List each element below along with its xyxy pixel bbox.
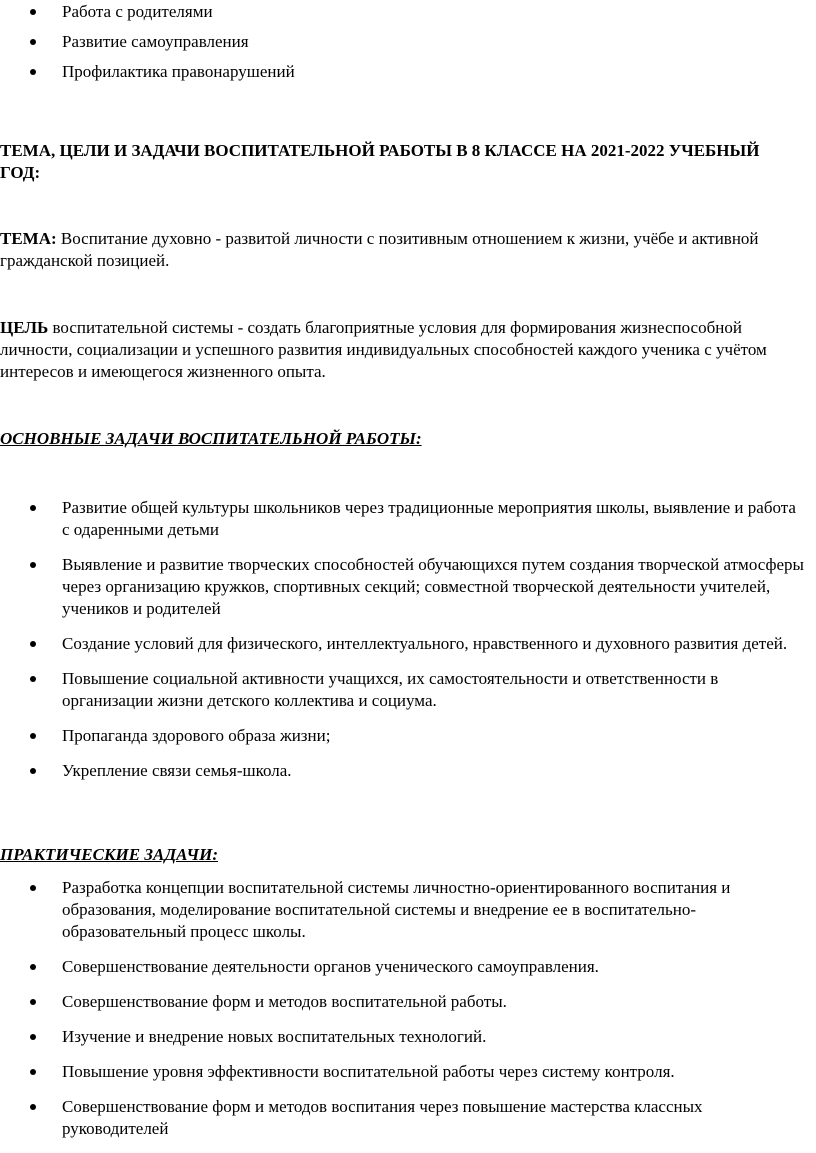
list-item-text: Профилактика правонарушений	[62, 62, 295, 81]
bullet-icon	[30, 69, 36, 75]
list-item-text: Пропаганда здорового образа жизни;	[62, 726, 331, 745]
list-item-text: Работа с родителями	[62, 2, 213, 21]
list-item	[0, 1061, 816, 1083]
goal-paragraph	[0, 317, 806, 383]
list-item	[0, 1096, 816, 1140]
list-item	[0, 668, 816, 712]
practical-tasks-heading: ПРАКТИЧЕСКИЕ ЗАДАЧИ:	[0, 845, 219, 864]
list-item-text: Совершенствование форм и методов воспитательной работы.	[62, 992, 507, 1011]
list-item	[0, 633, 816, 655]
list-item	[0, 725, 816, 747]
list-item	[0, 1, 816, 23]
list-item	[0, 991, 816, 1013]
list-item-text: Укрепление связи семья-школа.	[62, 761, 292, 780]
list-item	[0, 760, 816, 782]
list-item	[0, 554, 816, 620]
list-item	[0, 877, 816, 943]
tasks-heading: ОСНОВНЫЕ ЗАДАЧИ ВОСПИТАТЕЛЬНОЙ РАБОТЫ:	[0, 429, 422, 448]
bullet-icon	[30, 562, 36, 568]
practical-tasks-bullet-list	[0, 877, 816, 1153]
list-item-text: Развитие самоуправления	[62, 32, 249, 51]
list-item	[0, 61, 816, 83]
list-item-text: Повышение социальной активности учащихся, их самостоятельности и ответственности в организации жизни детского коллектива и социума.	[62, 669, 719, 710]
list-item	[0, 1026, 816, 1048]
top-bullet-list	[0, 1, 816, 91]
bullet-icon	[30, 733, 36, 739]
bullet-icon	[30, 1104, 36, 1110]
list-item-text: Развитие общей культуры школьников через традиционные мероприятия школы, выявление и работа с одаренными детьми	[62, 498, 796, 539]
tasks-bullet-list	[0, 497, 816, 795]
list-item	[0, 31, 816, 53]
list-item-text: Разработка концепции воспитательной системы личностно-ориентированного воспитания и образования, моделирование воспитательной системы и внедрение ее в воспитательно-образовательный процесс школы.	[62, 878, 731, 941]
list-item-text: Повышение уровня эффективности воспитательной работы через систему контроля.	[62, 1062, 675, 1081]
bullet-icon	[30, 768, 36, 774]
bullet-icon	[30, 1034, 36, 1040]
bullet-icon	[30, 505, 36, 511]
list-item-text: Совершенствование деятельности органов ученического самоуправления.	[62, 957, 599, 976]
bullet-icon	[30, 676, 36, 682]
list-item	[0, 497, 816, 541]
list-item-text: Создание условий для физического, интеллектуального, нравственного и духовного развития детей.	[62, 634, 788, 653]
main-heading: ТЕМА, ЦЕЛИ И ЗАДАЧИ ВОСПИТАТЕЛЬНОЙ РАБОТЫ В 8 КЛАССЕ НА 2021-2022 УЧЕБНЫЙ ГОД:	[0, 141, 760, 182]
theme-label: ТЕМА:	[0, 229, 57, 248]
list-item	[0, 956, 816, 978]
goal-label: ЦЕЛЬ	[0, 318, 49, 337]
list-item-text: Изучение и внедрение новых воспитательных технологий.	[62, 1027, 487, 1046]
goal-text: воспитательной системы - создать благоприятные условия для формирования жизнеспособной личности, социализации и успешного развития индивидуальных способностей каждого ученика с учётом интересов и имеющегося жизненного опыта.	[0, 318, 767, 381]
bullet-icon	[30, 964, 36, 970]
list-item-text: Совершенствование форм и методов воспитания через повышение мастерства классных руководителей	[62, 1097, 703, 1138]
bullet-icon	[30, 39, 36, 45]
bullet-icon	[30, 641, 36, 647]
bullet-icon	[30, 885, 36, 891]
list-item-text: Выявление и развитие творческих способностей обучающихся путем создания творческой атмосферы через организацию кружков, спортивных секций; совместной творческой деятельности учителей, учеников и родителей	[62, 555, 804, 618]
bullet-icon	[30, 9, 36, 15]
theme-paragraph	[0, 228, 806, 272]
bullet-icon	[30, 1069, 36, 1075]
bullet-icon	[30, 999, 36, 1005]
theme-text: Воспитание духовно - развитой личности с позитивным отношением к жизни, учёбе и активной гражданской позицией.	[0, 229, 759, 270]
